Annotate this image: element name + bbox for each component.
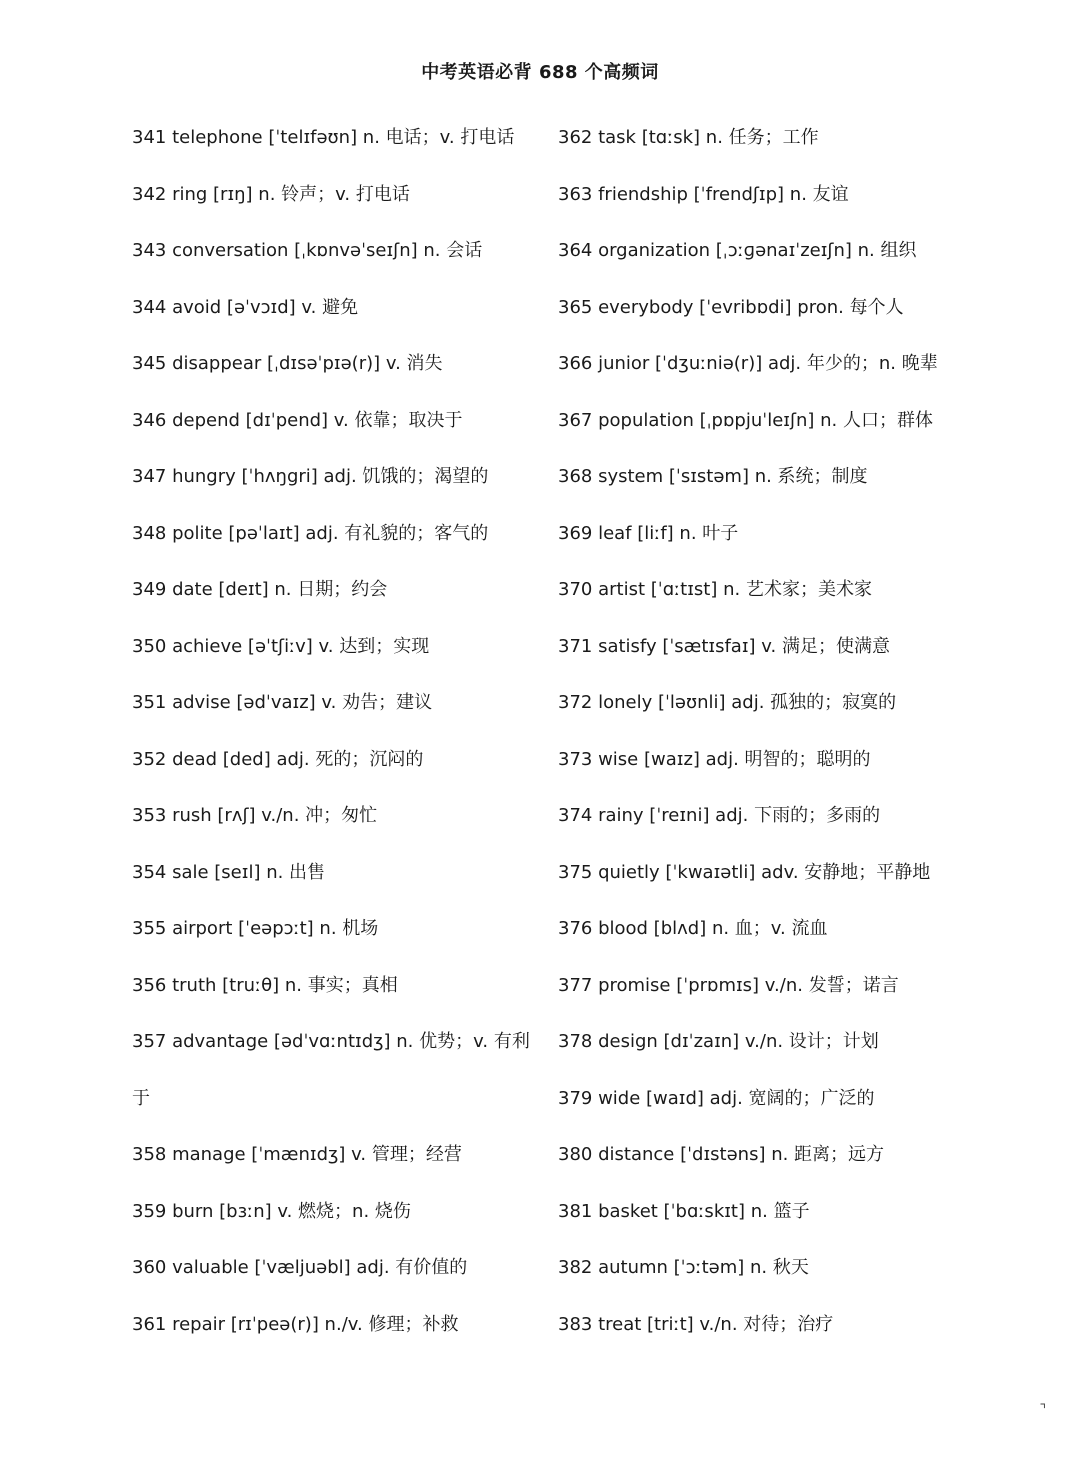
vocab-entry: 371 satisfy [ˈsætɪsfaɪ] v. 满足；使满意 (558, 635, 890, 657)
vocab-entry: 342 ring [rɪŋ] n. 铃声；v. 打电话 (132, 183, 410, 205)
vocab-entry: 350 achieve [əˈtʃiːv] v. 达到；实现 (132, 635, 430, 657)
vocab-entry: 351 advise [ədˈvaɪz] v. 劝告；建议 (132, 692, 433, 713)
vocab-entry: 377 promise [ˈprɒmɪs] v./n. 发誓；诺言 (558, 974, 899, 996)
vocab-entry: 375 quietly [ˈkwaɪətli] adv. 安静地；平静地 (558, 861, 931, 883)
vocab-entry: 356 truth [truːθ] n. 事实；真相 (132, 974, 398, 996)
vocab-entry: 343 conversation [ˌkɒnvəˈseɪʃn] n. 会话 (132, 240, 483, 261)
vocab-entry: 352 dead [ded] adj. 死的；沉闷的 (132, 748, 424, 770)
vocab-entry: 355 airport [ˈeəpɔːt] n. 机场 (132, 918, 379, 939)
vocab-entry: 379 wide [waɪd] adj. 宽阔的；广泛的 (558, 1087, 875, 1109)
vocab-entry: 347 hungry [ˈhʌŋgri] adj. 饥饿的；渴望的 (132, 466, 489, 487)
vocab-entry: 360 valuable [ˈvæljuəbl] adj. 有价值的 (132, 1257, 468, 1278)
page-title: 中考英语必背 688 个高频词 (421, 62, 659, 83)
vocab-entry: 376 blood [blʌd] n. 血；v. 流血 (558, 918, 828, 939)
vocab-entry: 380 distance [ˈdɪstəns] n. 距离；远方 (558, 1144, 885, 1165)
vocab-entry: 381 basket [ˈbɑːskɪt] n. 篮子 (558, 1200, 810, 1222)
vocab-entry: 346 depend [dɪˈpend] v. 依靠；取决于 (132, 409, 463, 431)
vocab-entry: 362 task [tɑːsk] n. 任务；工作 (558, 127, 819, 148)
vocab-entry: 374 rainy [ˈreɪni] adj. 下雨的；多雨的 (558, 805, 881, 826)
vocab-entry: 349 date [deɪt] n. 日期；约会 (132, 579, 388, 600)
vocab-entry: 348 polite [pəˈlaɪt] adj. 有礼貌的；客气的 (132, 522, 489, 544)
vocab-entry: 365 everybody [ˈevribɒdi] pron. 每个人 (558, 296, 904, 318)
vocab-entry: 359 burn [bɜːn] v. 燃烧；n. 烧伤 (132, 1200, 411, 1222)
corner-mark: ⌝ (1039, 1402, 1046, 1418)
vocab-entry: 370 artist [ˈɑːtɪst] n. 艺术家；美术家 (558, 579, 872, 600)
vocab-entry: 364 organization [ˌɔːɡənaɪˈzeɪʃn] n. 组织 (558, 240, 917, 261)
vocab-entry: 368 system [ˈsɪstəm] n. 系统；制度 (558, 466, 868, 487)
vocab-entry: 382 autumn [ˈɔːtəm] n. 秋天 (558, 1257, 809, 1278)
vocab-entry: 366 junior [ˈdʒuːniə(r)] adj. 年少的；n. 晚辈 (558, 353, 938, 374)
vocab-entry: 358 manage [ˈmænɪdʒ] v. 管理；经营 (132, 1144, 462, 1165)
vocab-entry: 341 telephone [ˈtelɪfəʊn] n. 电话；v. 打电话 (132, 127, 515, 148)
vocab-entry: 344 avoid [əˈvɔɪd] v. 避免 (132, 296, 359, 318)
vocab-entry: 378 design [dɪˈzaɪn] v./n. 设计；计划 (558, 1031, 879, 1052)
vocab-entry: 357 advantage [ədˈvɑːntɪdʒ] n. 优势；v. 有利 (132, 1031, 530, 1052)
vocab-entry: 354 sale [seɪl] n. 出售 (132, 861, 326, 883)
vocab-entry: 361 repair [rɪˈpeə(r)] n./v. 修理；补救 (132, 1313, 459, 1335)
left-column (132, 121, 542, 1364)
vocab-entry: 345 disappear [ˌdɪsəˈpɪə(r)] v. 消失 (132, 353, 443, 374)
vocab-entry: 383 treat [triːt] v./n. 对待；治疗 (558, 1313, 834, 1335)
right-column (558, 121, 978, 1364)
vocab-entry: 363 friendship [ˈfrendʃɪp] n. 友谊 (558, 183, 849, 205)
vocab-entry: 353 rush [rʌʃ] v./n. 冲；匆忙 (132, 805, 378, 826)
vocab-entry: 373 wise [waɪz] adj. 明智的；聪明的 (558, 748, 871, 770)
vocab-entry: 367 population [ˌpɒpjuˈleɪʃn] n. 人口；群体 (558, 409, 934, 431)
vocab-entry: 372 lonely [ˈləʊnli] adj. 孤独的；寂寞的 (558, 692, 897, 713)
vocab-entry-continuation: 于 (132, 1087, 150, 1109)
vocab-entry: 369 leaf [liːf] n. 叶子 (558, 522, 739, 544)
